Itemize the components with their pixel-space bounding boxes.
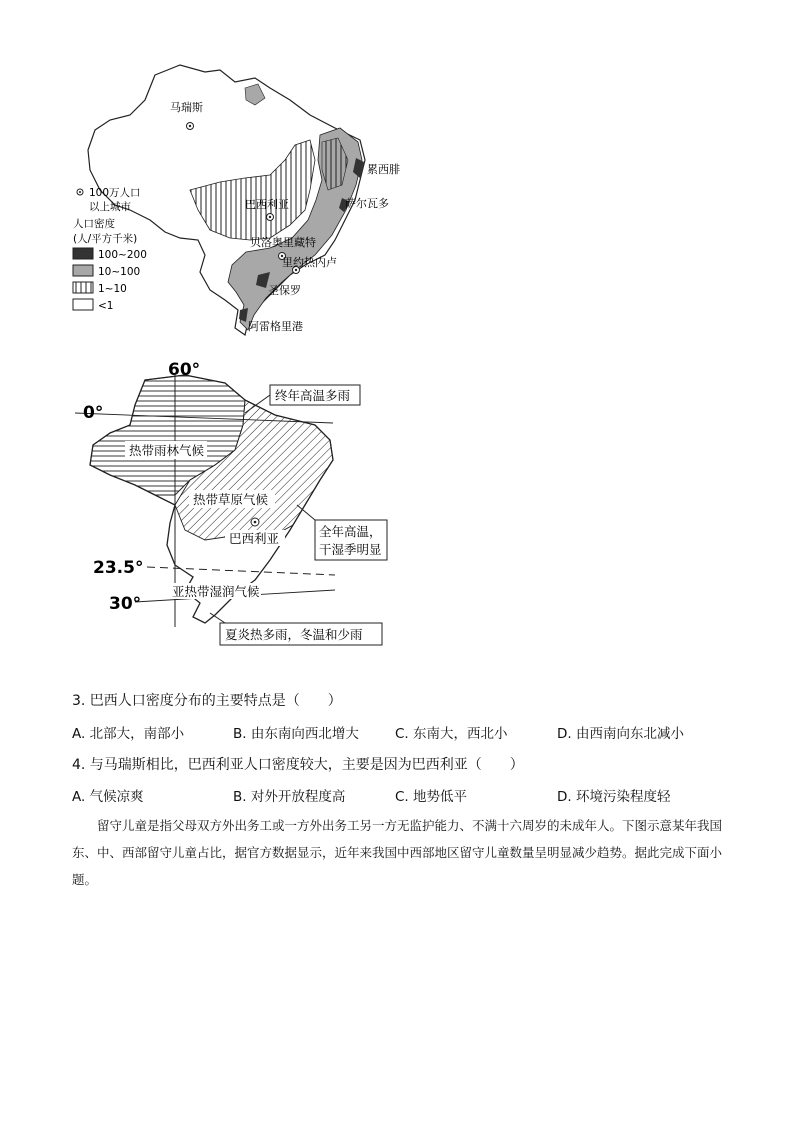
label-fortaleza: 累西腓 <box>367 163 400 176</box>
q4-option-c[interactable]: C. 地势低平 <box>395 789 468 805</box>
label-brasilia: 巴西利亚 <box>245 198 289 211</box>
population-density-map <box>60 60 420 345</box>
q3-option-b[interactable]: B. 由东南向西北增大 <box>233 726 359 742</box>
label-rainforest: 热带雨林气候 <box>129 443 205 458</box>
note-rainforest: 终年高温多雨 <box>275 388 351 403</box>
svg-text:100万人口: 100万人口 <box>89 187 141 199</box>
q4-option-d[interactable]: D. 环境污染程度轻 <box>557 789 671 805</box>
lat-23: 23.5° <box>93 558 144 578</box>
label-capital: 巴西利亚 <box>229 531 280 546</box>
label-saopaulo: 圣保罗 <box>268 284 301 297</box>
q4-option-a[interactable]: A. 气候凉爽 <box>72 789 144 805</box>
svg-text:以上城市: 以上城市 <box>89 201 131 213</box>
label-portoalegre: 阿雷格里港 <box>248 320 303 333</box>
lat-60: 60° <box>168 360 201 380</box>
svg-text:人口密度: 人口密度 <box>73 218 115 230</box>
q4-stem: 4. 与马瑞斯相比，巴西利亚人口密度较大，主要是因为巴西利亚（ ） <box>72 757 524 773</box>
label-belo: 贝洛奥里藏特 <box>250 236 316 249</box>
note-savanna-1: 全年高温， <box>319 524 382 539</box>
label-savanna: 热带草原气候 <box>193 492 269 507</box>
lat-30: 30° <box>109 594 142 614</box>
lat-0: 0° <box>83 403 104 423</box>
note-savanna-2: 干湿季明显 <box>319 542 382 557</box>
q4-option-b[interactable]: B. 对外开放程度高 <box>233 789 346 805</box>
note-subtropical: 夏炎热多雨，冬温和少雨 <box>225 627 363 642</box>
label-manaus: 马瑞斯 <box>170 101 203 114</box>
q3-option-c[interactable]: C. 东南大，西北小 <box>395 726 508 742</box>
passage: 留守儿童是指父母双方外出务工或一方外出务工另一方无监护能力、不满十六周岁的未成年人。下图示意某年我国东、中、西部留守儿童占比，据官方数据显示，近年来我国中西部地区留守儿童数量呈明显减少趋势。据此完成下面小题。 <box>72 818 723 887</box>
svg-text:<1: <1 <box>98 300 114 312</box>
climate-map <box>75 355 395 655</box>
svg-text:1~10: 1~10 <box>98 283 127 295</box>
q3-option-d[interactable]: D. 由西南向东北减小 <box>557 726 684 742</box>
label-rio: 里约热内卢 <box>282 256 337 269</box>
svg-text:10~100: 10~100 <box>98 266 141 278</box>
label-subtropical: 亚热带湿润气候 <box>172 584 260 599</box>
svg-text:(人/平方千米): (人/平方千米) <box>73 233 138 245</box>
label-salvador: 萨尔瓦多 <box>345 197 389 210</box>
q3-stem: 3. 巴西人口密度分布的主要特点是（ ） <box>72 693 342 709</box>
q3-option-a[interactable]: A. 北部大，南部小 <box>72 726 185 742</box>
svg-text:100~200: 100~200 <box>98 249 147 261</box>
